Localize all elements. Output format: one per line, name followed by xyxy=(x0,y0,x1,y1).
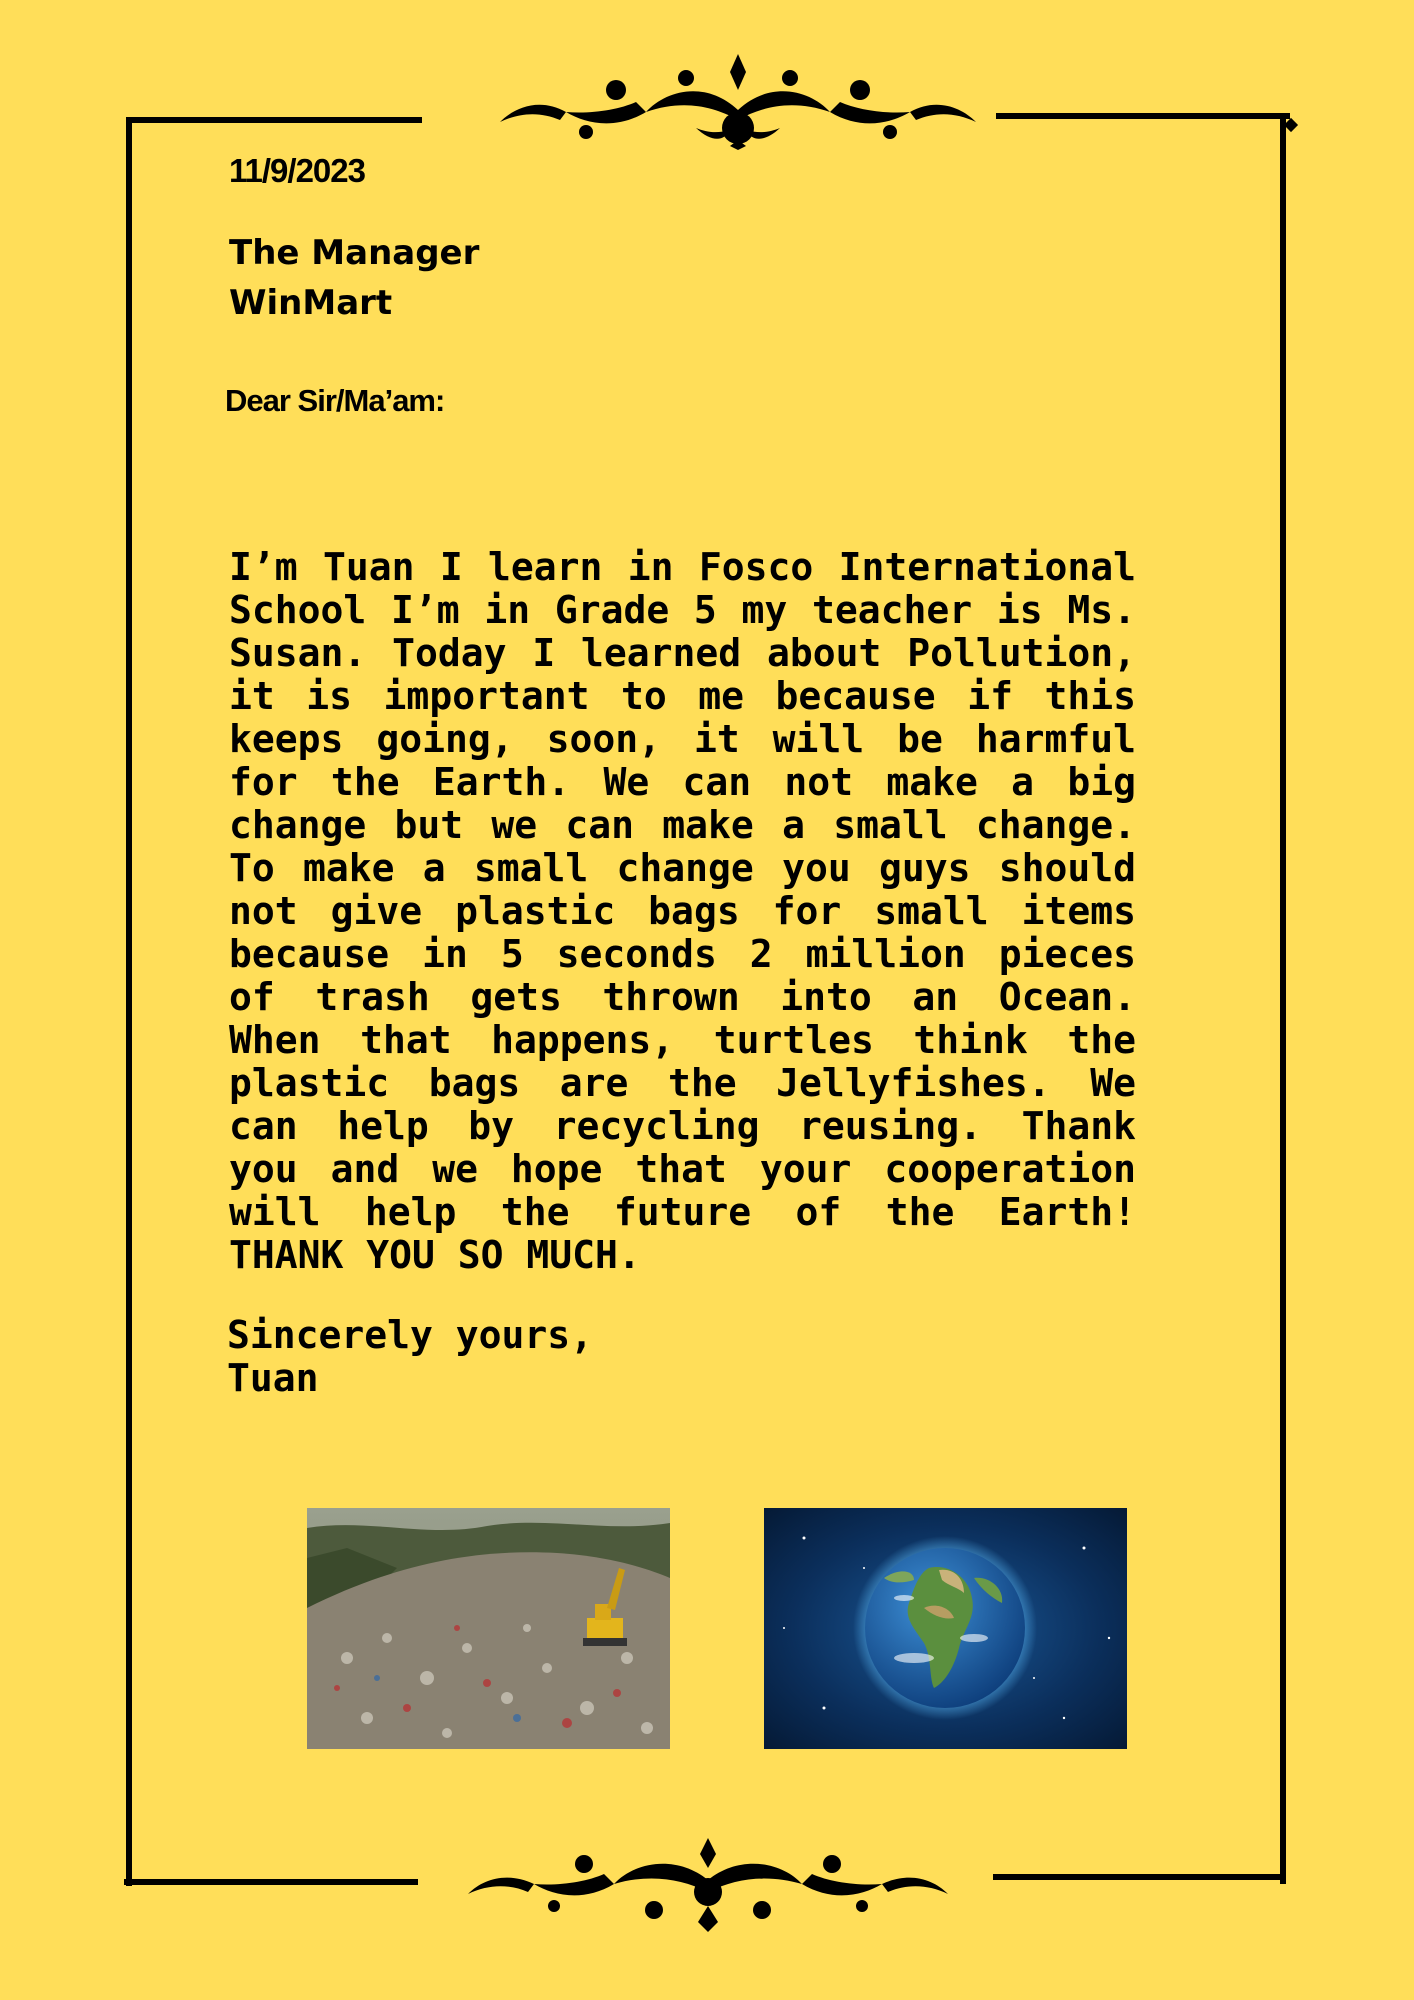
earth-photo xyxy=(764,1508,1127,1749)
landfill-photo xyxy=(307,1508,670,1749)
recipient-block xyxy=(229,228,479,328)
top-ornament-icon xyxy=(496,50,980,150)
salutation: Dear Sir/Ma’am: xyxy=(225,383,445,418)
recipient-company: WinMart xyxy=(229,283,393,323)
recipient-title: The Manager xyxy=(229,233,480,273)
closing-line: Sincerely yours, xyxy=(227,1313,594,1357)
closing-block xyxy=(227,1314,593,1400)
frame-bottom-right-line xyxy=(993,1874,1285,1880)
frame-bottom-left-line xyxy=(124,1879,418,1885)
frame-right-line xyxy=(1280,113,1286,1884)
signature: Tuan xyxy=(227,1356,319,1400)
frame-top-right-line xyxy=(996,113,1290,119)
letter-body: I’m Tuan I learn in Fosco International School I’m in Grade 5 my teacher is Ms. Susan. Today I learned about Pollution, it is important to me because if this keeps going, soon, it will be harmful for the Earth. We can not make a big change but we can make a small change. To make a small change you guys should not give plastic bags for small items because in 5 seconds 2 million pieces of trash gets thrown into an Ocean. When that happens, turtles think the plastic bags are the Jellyfishes. We can help by recycling reusing. Thank you and we hope that your cooperation will help the future of the Earth! THANK YOU SO MUCH. xyxy=(229,545,1136,1277)
letter-date: 11/9/2023 xyxy=(229,152,365,189)
frame-top-left-line xyxy=(128,117,422,123)
frame-left-line xyxy=(126,117,132,1886)
frame-corner-mark xyxy=(1284,118,1298,132)
bottom-ornament-icon xyxy=(466,1836,950,1932)
